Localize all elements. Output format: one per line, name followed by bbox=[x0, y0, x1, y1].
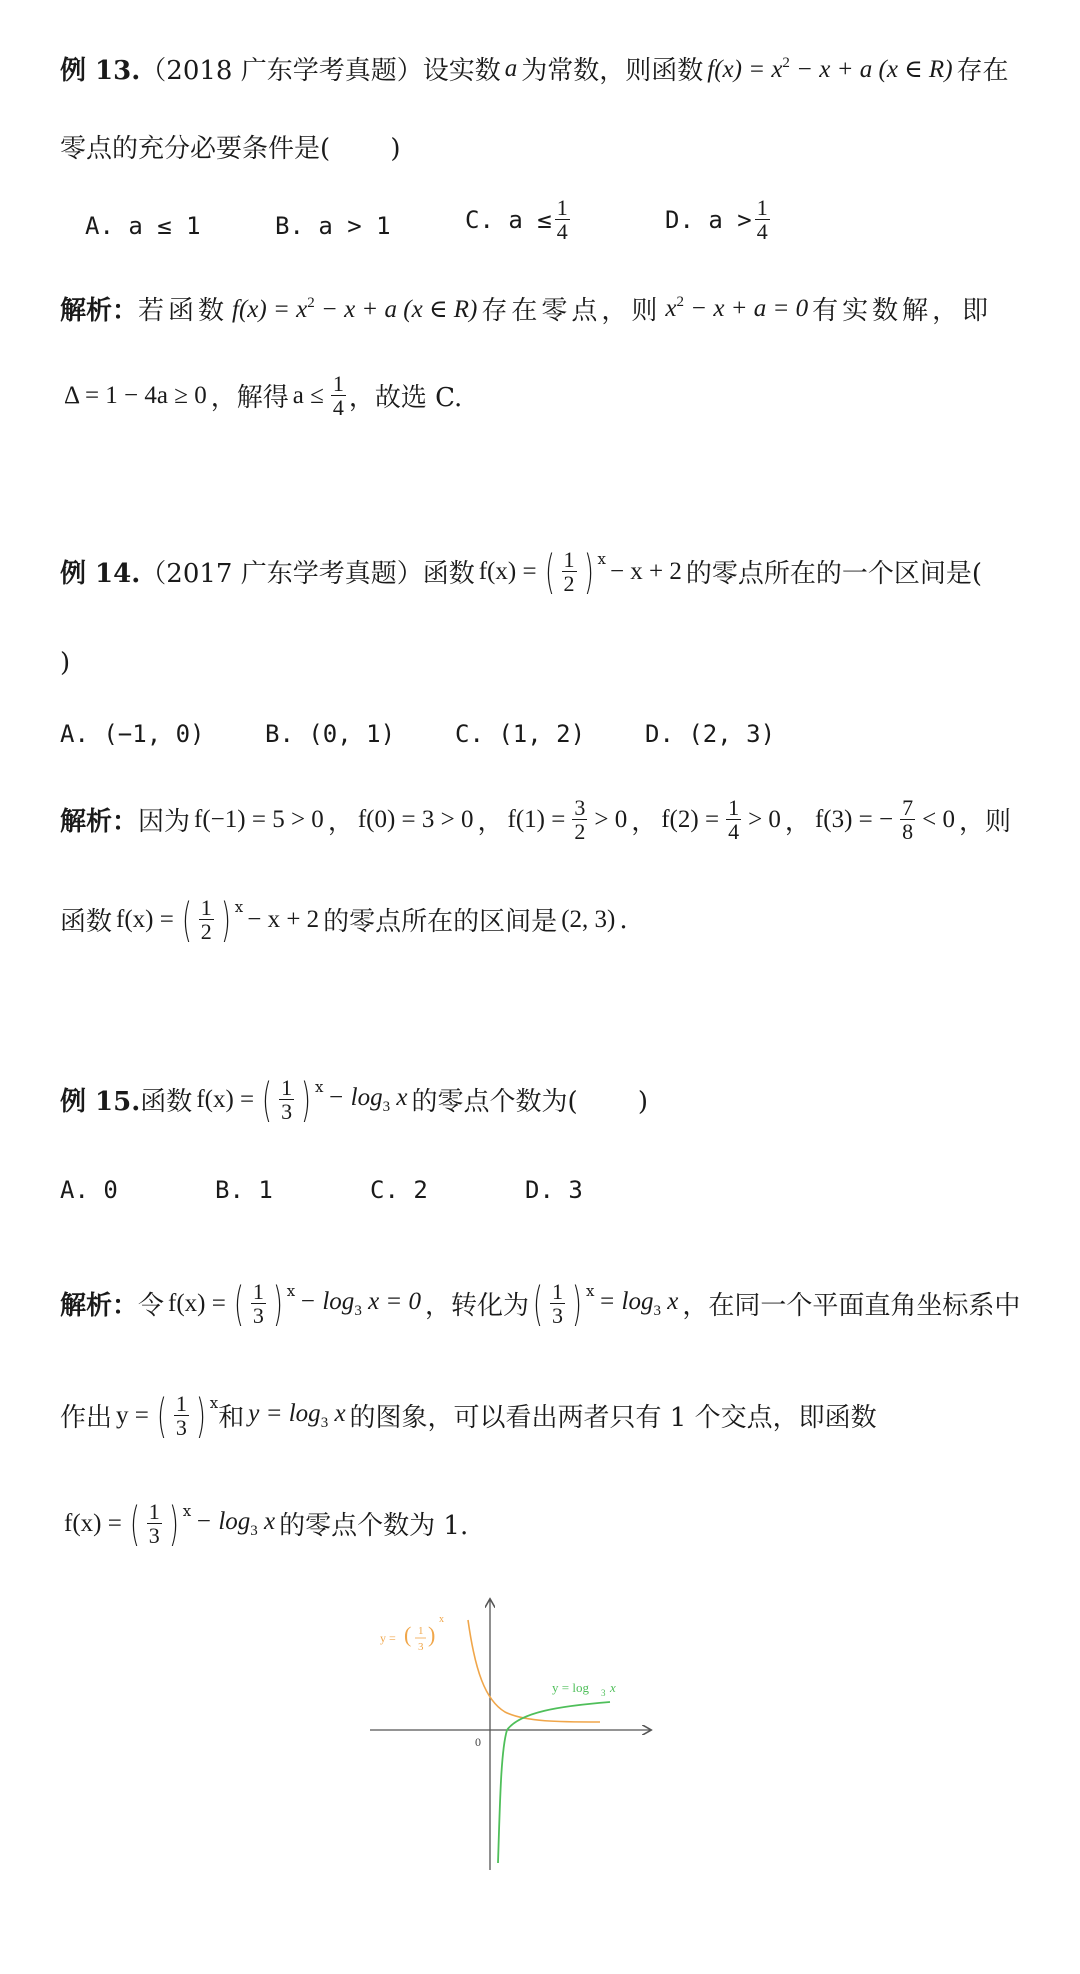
ex14-line1: 例 14. （2017 广东学考真题）函数 f(x) = ( $\frac{1}{2}$ ) $^x$ − x + 2 的零点所在的一个区间是( bbox=[60, 544, 983, 599]
ex13-tail: 存在 bbox=[956, 56, 1009, 86]
ex15-option-d: D. 3 bbox=[525, 1176, 583, 1204]
ex13-solution-line2: Δ = 1 − 4a ≥ 0 ，解得 a ≤ $\frac{1}{4}$ ，故选 C. bbox=[64, 371, 463, 421]
ex15-line1: 例 15. 函数 f(x) = ( $\frac{1}{3}$ ) $^x$ − $\log_3 x$ 的零点个数为( ) bbox=[60, 1072, 649, 1127]
ex15-option-b: B. 1 bbox=[215, 1176, 273, 1204]
ex13-label: 例 13. bbox=[60, 56, 141, 86]
ex13-line2: 零点的充分必要条件是( ) bbox=[60, 134, 401, 164]
function-graph bbox=[360, 1580, 660, 1884]
ex14-solution-label: 解析： bbox=[60, 807, 139, 838]
ex13-line1 bbox=[60, 50, 1009, 87]
ex14-option-b: B. (0, 1) bbox=[265, 720, 396, 748]
ex13-mid: 为常数，则函数 bbox=[521, 56, 704, 86]
svg-text:x: x bbox=[610, 1680, 616, 1695]
svg-text:y =: y = bbox=[380, 1631, 396, 1645]
ex13-source: （2018 广东学考真题）设实数 bbox=[140, 56, 501, 86]
ex15-label: 例 15. bbox=[60, 1087, 141, 1118]
svg-text:3: 3 bbox=[418, 1641, 424, 1653]
ex13-solution-label: 解析： bbox=[60, 296, 139, 326]
ex15-solution-line1: 解析： 令 f(x) = ( $\frac{1}{3}$ ) $^x$ − $\log_3 x = 0$ ，转化为 ( $\frac{1}{3}$ ) $^x$ = $\log_3 x$ ，在同一个平面直角坐标系中 bbox=[60, 1276, 1021, 1331]
ex15-solution-line3: f(x) = ( $\frac{1}{3}$ ) $^x$ − $\log_3 x$ 的零点个数为 1. bbox=[64, 1496, 469, 1551]
svg-text:1: 1 bbox=[418, 1625, 424, 1637]
ex13-option-c: C. a ≤ $\frac{1}{4}$ bbox=[465, 195, 568, 245]
ex15-solution-label: 解析： bbox=[60, 1291, 139, 1322]
graph-svg bbox=[360, 1580, 660, 1880]
svg-text:y = log: y = log bbox=[552, 1680, 589, 1695]
green-curve bbox=[498, 1702, 610, 1863]
ex13-a: a bbox=[504, 54, 518, 82]
orange-label bbox=[380, 1614, 444, 1653]
svg-text:x: x bbox=[439, 1614, 444, 1625]
ex13-option-a: A. a ≤ 1 bbox=[85, 212, 201, 240]
ex14-solution-line2: 函数 f(x) = ( $\frac{1}{2}$ ) $^x$ − x + 2 的零点所在的区间是 (2, 3) . bbox=[60, 892, 628, 947]
ex13-option-b: B. a > 1 bbox=[275, 212, 391, 240]
svg-text:): ) bbox=[428, 1622, 436, 1647]
origin-label: 0 bbox=[475, 1735, 481, 1749]
svg-text:3: 3 bbox=[601, 1688, 606, 1698]
green-label bbox=[552, 1680, 616, 1698]
ex15-solution-line2: 作出 y = ( $\frac{1}{3}$ ) $^x$ 和 $y = \log_3 x$ 的图象，可以看出两者只有 1 个交点，即函数 bbox=[60, 1388, 877, 1443]
orange-curve bbox=[468, 1620, 600, 1722]
ex14-option-a: A. (−1, 0) bbox=[60, 720, 205, 748]
ex15-option-a: A. 0 bbox=[60, 1176, 118, 1204]
ex14-line2: ) bbox=[60, 648, 71, 678]
svg-text:(: ( bbox=[404, 1622, 412, 1647]
ex13-func: $f(x) = x^2 - x + a$ (x ∈ R) bbox=[707, 54, 953, 83]
ex15-option-c: C. 2 bbox=[370, 1176, 428, 1204]
ex13-solution-line1: 解析： 若函数 $f(x) = x^2 - x + a$ (x ∈ R) 存在零点，则 $x^2 - x + a = 0$ 有实数解，即 bbox=[60, 290, 992, 327]
ex13-option-d: D. a > $\frac{1}{4}$ bbox=[665, 195, 768, 245]
ex14-option-c: C. (1, 2) bbox=[455, 720, 586, 748]
ex14-option-d: D. (2, 3) bbox=[645, 720, 776, 748]
ex14-solution-line1: 解析： 因为 f(−1) = 5 > 0 ， f(0) = 3 > 0 ， f(1) = $\frac{3}{2}$ > 0 ， f(2) = $\frac{1}{4}$ > 0 ， f(3) = − $\frac{7}{8}$ < 0 ，则 bbox=[60, 795, 1011, 845]
ex14-label: 例 14. bbox=[60, 559, 141, 590]
